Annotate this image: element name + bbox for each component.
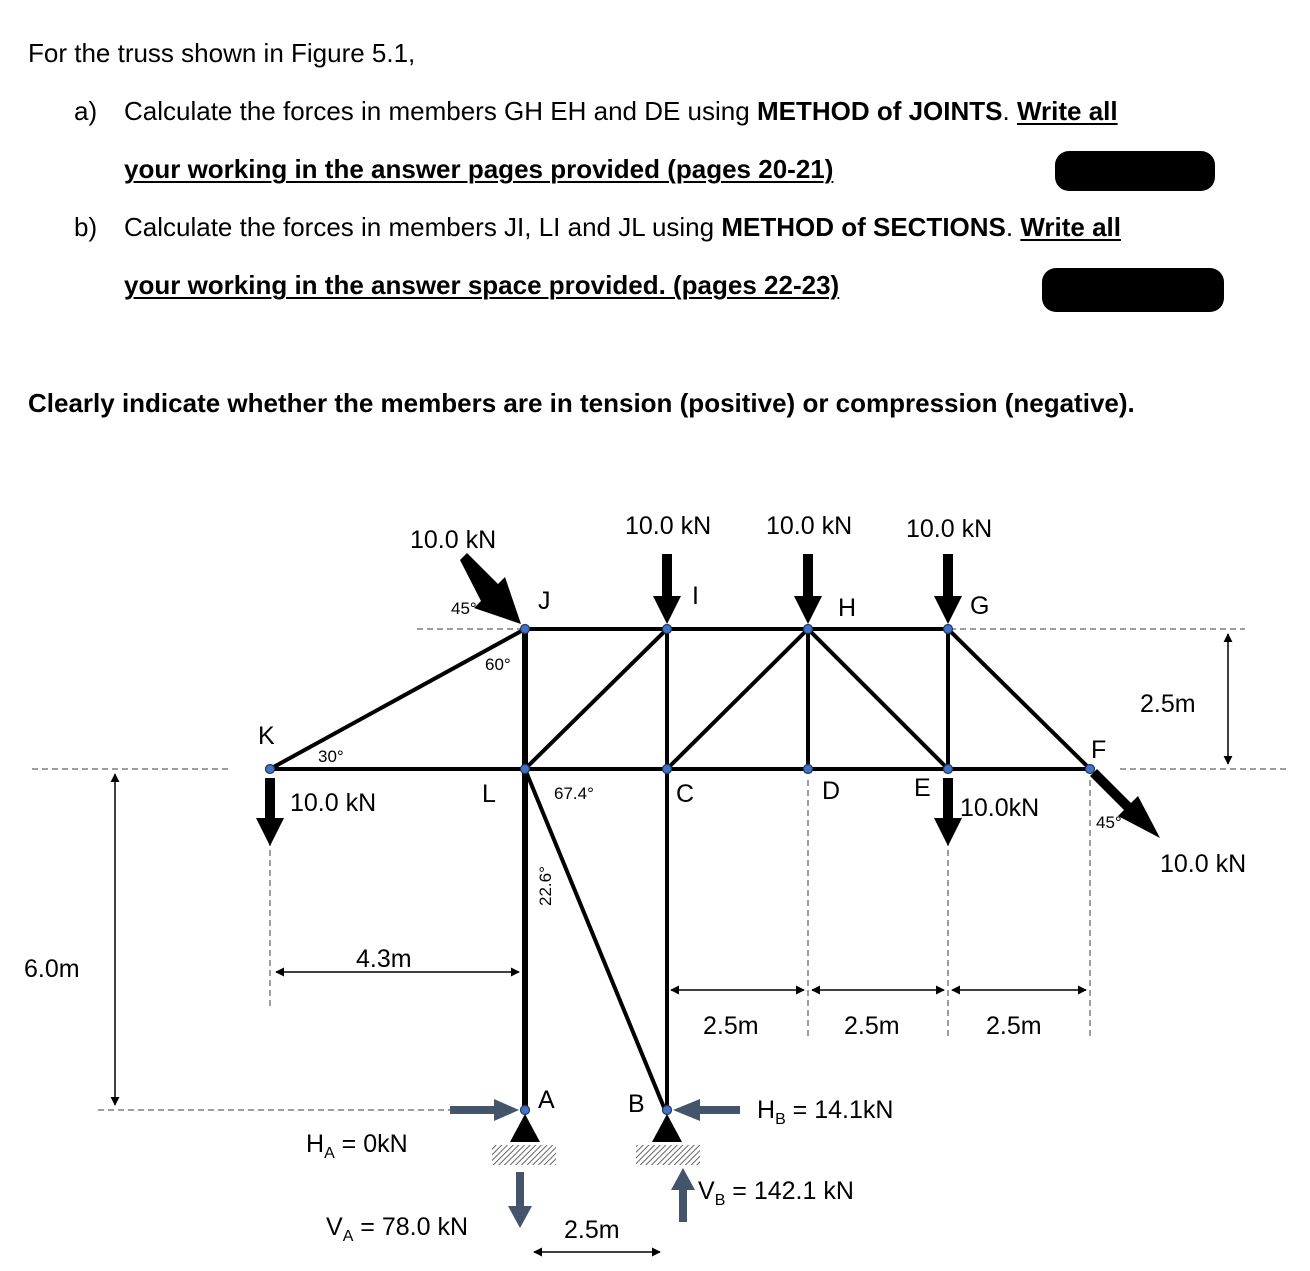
load-label-h: 10.0 kN [766,512,853,540]
reaction-arrow-vb [671,1168,695,1222]
truss-nodes [266,625,1095,1115]
load-label-g: 10.0 kN [906,515,993,543]
part-b-line2: your working in the answer space provided. (pages 22-23) [124,270,840,300]
part-a-line1: Calculate the forces in members GH EH and DE using METHOD of JOINTS. Write all [124,96,1118,126]
member-ch [667,629,808,769]
member-kj [270,629,525,769]
part-a-line2: your working in the answer pages provided (pages 20-21) [124,154,834,184]
label-e: E [914,774,931,802]
reaction-label-ha: $H_A = 0kN$ [306,1130,408,1162]
reaction-arrow-ha [450,1099,519,1121]
load-arrow-g [934,554,962,624]
label-c: C [676,780,695,808]
angle-30: 30° [318,747,344,766]
label-j: J [538,587,551,615]
dim-label-2-5m-b: 2.5m [844,1012,900,1040]
reaction-arrow-va [508,1172,532,1228]
dim-label-2-5m-a: 2.5m [703,1012,759,1040]
dimension-labels [24,690,1196,1244]
node-g [944,625,953,634]
node-h [804,625,813,634]
label-b: B [628,1090,645,1118]
angle-22-6: 22.6° [536,866,555,906]
dim-label-6m: 6.0m [24,955,80,983]
node-a [521,1106,530,1115]
dim-label-4-3m: 4.3m [356,945,412,973]
member-gf [948,629,1090,769]
member-lb [525,769,665,1110]
node-f [1086,765,1095,774]
label-k: K [258,722,275,750]
load-arrow-e [934,778,962,846]
label-g: G [970,592,990,620]
dim-label-2-5m-vertical: 2.5m [1140,690,1196,718]
reaction-label-hb: $H_B = 14.1kN$ [757,1096,894,1128]
dim-label-2-5m-c: 2.5m [986,1012,1042,1040]
node-e [944,765,953,774]
member-he [808,629,948,769]
load-arrow-k [256,778,284,846]
reaction-arrow-hb [673,1099,740,1121]
reference-dashed-lines [32,629,1290,1110]
angle-67-4: 67.4° [554,784,594,803]
load-label-e: 10.0kN [960,794,1040,822]
load-arrow-i [653,554,681,624]
tension-compression-note: Clearly indicate whether the members are in tension (positive) or compression (negative). [28,388,1135,418]
node-l [521,765,530,774]
node-j [521,625,530,634]
part-b-line1: Calculate the forces in members JI, LI and JL using METHOD of SECTIONS. Write all [124,212,1122,242]
label-f: F [1091,736,1107,764]
support-b-ground [636,1145,700,1165]
label-d: D [822,777,841,805]
part-a-marker: a) [74,96,98,126]
label-a: A [538,1086,555,1114]
truss-members [270,629,1090,1110]
support-b-triangle [652,1114,682,1142]
label-l: L [482,780,496,808]
label-h: H [838,594,857,622]
node-k [266,765,275,774]
reaction-label-va: $V_A = 78.0$ kN [326,1213,469,1245]
label-i: I [692,582,699,610]
node-c [663,765,672,774]
supports [492,1114,700,1165]
dim-label-2-5m-bottom: 2.5m [564,1216,620,1244]
support-a-ground [492,1145,556,1165]
reaction-label-vb: $V_B = 142.1$ kN [698,1177,854,1209]
angle-45-f: 45° [1096,813,1122,832]
question-intro: For the truss shown in Figure 5.1, [28,38,416,68]
angle-60: 60° [485,655,511,674]
load-label-i: 10.0 kN [625,512,712,540]
load-label-k: 10.0 kN [290,789,377,817]
load-label-f: 10.0 kN [1160,850,1247,878]
angle-45-j: 45° [451,599,477,618]
angle-labels [318,599,1122,906]
node-i [663,625,672,634]
load-arrow-h [794,554,822,624]
node-d [804,765,813,774]
part-b-marker: b) [74,212,98,242]
load-label-j: 10.0 kN [410,526,497,554]
member-li [525,629,667,769]
support-a-triangle [510,1114,540,1142]
node-b [663,1106,672,1115]
